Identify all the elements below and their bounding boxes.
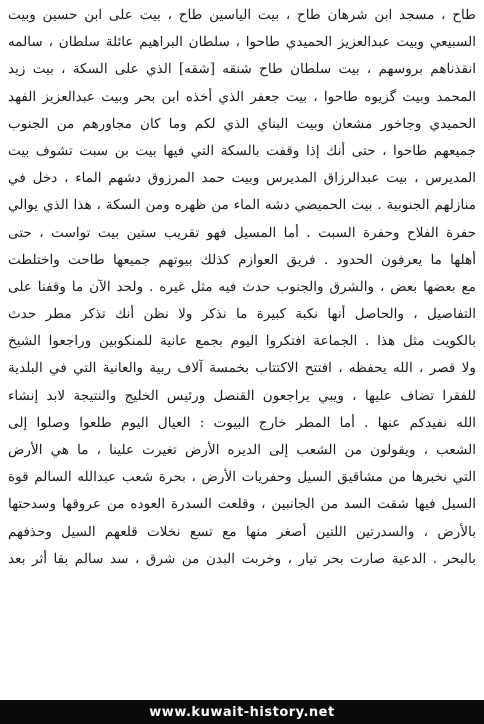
text-line-6: جميعهم طاحوا ، حتى أنك إذا وقفت بالسكة التي فيها بيت بن سبت تشوف بيت: [8, 142, 476, 159]
text-line-2: السبيعي وبيت عبدالعزيز الحميدي طاحوا ، سلطان البراهيم عائلة سلطان ، سالمه: [8, 34, 476, 51]
text-line-7: المديرس ، بيت عبدالرزاق المديرس وبيت حمد المرزوق دشهم الماء ، دخل في: [8, 170, 476, 187]
text-line-3: انقذناهم بروسهم ، بيت سلطان طاح شنقه [شقه] الذي على السكة ، بيت زيد: [8, 61, 476, 78]
text-line-9: حفرة الفلاح وحفرة السبت . أما المسيل فهو تقريب ستين بيت تواست ، حتى: [8, 224, 476, 241]
text-line-19: السيل فيها شقت السد من الجانبين ، وقلعت السدرة العوده من عروقها وسدحتها: [8, 496, 476, 513]
text-line-17: الشعب ، ويقولون من الشعب إلى الديره الأرض تغيرت علينا ، ما هي الأرض: [8, 442, 476, 458]
text-line-10: أهلها ما يعرفون الحدود . فريق العوازم كذلك بيوتهم جميعها طاحت واختلطت: [8, 251, 476, 268]
text-line-14: ولا قصر ، الله يحفظه ، افتتح الاكتتاب بخمسة آلاف ربية والعانية التي في البلدية: [8, 360, 476, 377]
text-line-1: طاح ، مسجد ابن شرهان طاح ، بيت الياسين طاح ، بيت على ابن حسين وبيت: [8, 7, 476, 23]
text-line-18: التي نخبرها من مشاقيق السيل وحفريات الأرض ، بحرة شعب عبدالله السالم قوة: [8, 469, 476, 486]
text-line-5: الحميدي وجاخور مشعان وبيت البناي الذي لكم وما كان مجاورهم من الجنوب: [8, 115, 476, 132]
footer-url[interactable]: www.kuwait-history.net: [149, 704, 335, 720]
text-line-12: التفاصيل ، والحاصل أنها نكبة كبيرة ما نذكر ولا نظن أنك تذكر مطر حدث: [8, 306, 476, 323]
text-line-11: مع بعضها بعض ، والشرق والجنوب حدث فيه مثل غيره . ولحد الآن ما وقفنا على: [8, 278, 476, 295]
text-line-13: بالكويت مثل هذا . الجماعة افتكروا اليوم بجمع عانية للمنكوبين وراجعوا الشيخ: [8, 333, 476, 350]
footer-bar: [0, 700, 484, 724]
text-line-16: الله نفيدكم عنها . أما المطر خارج البيوت : العيال اليوم طلعوا وصلوا إلى: [8, 414, 476, 431]
text-line-4: المحمد وبيت گزيوه طاحوا ، بيت جعفر الذي أخذه ابن بحر وبيت عبدالعزيز الفهد: [8, 88, 476, 105]
text-line-8: منازلهم الجنوبية . بيت الحميضي دشه الماء من ظهره ومن السكة ، هذا الذي يوالي: [8, 197, 476, 214]
text-line-20: بالأرض ، والسدرتين اللتين أصغر منها مع تسع نخلات قلعهم السيل وحذفهم: [8, 523, 476, 540]
text-line-21: بالبحر . الدعية صارت بحر تيار ، وخربت البدن من شرق ، سد سالم بقا أثر بعد: [8, 550, 476, 567]
text-line-15: للفقرا تضاف عليها ، ويبي يراجعون القنصل ورئيس الخليج والنتيجة لابد إنشاء: [8, 387, 476, 404]
